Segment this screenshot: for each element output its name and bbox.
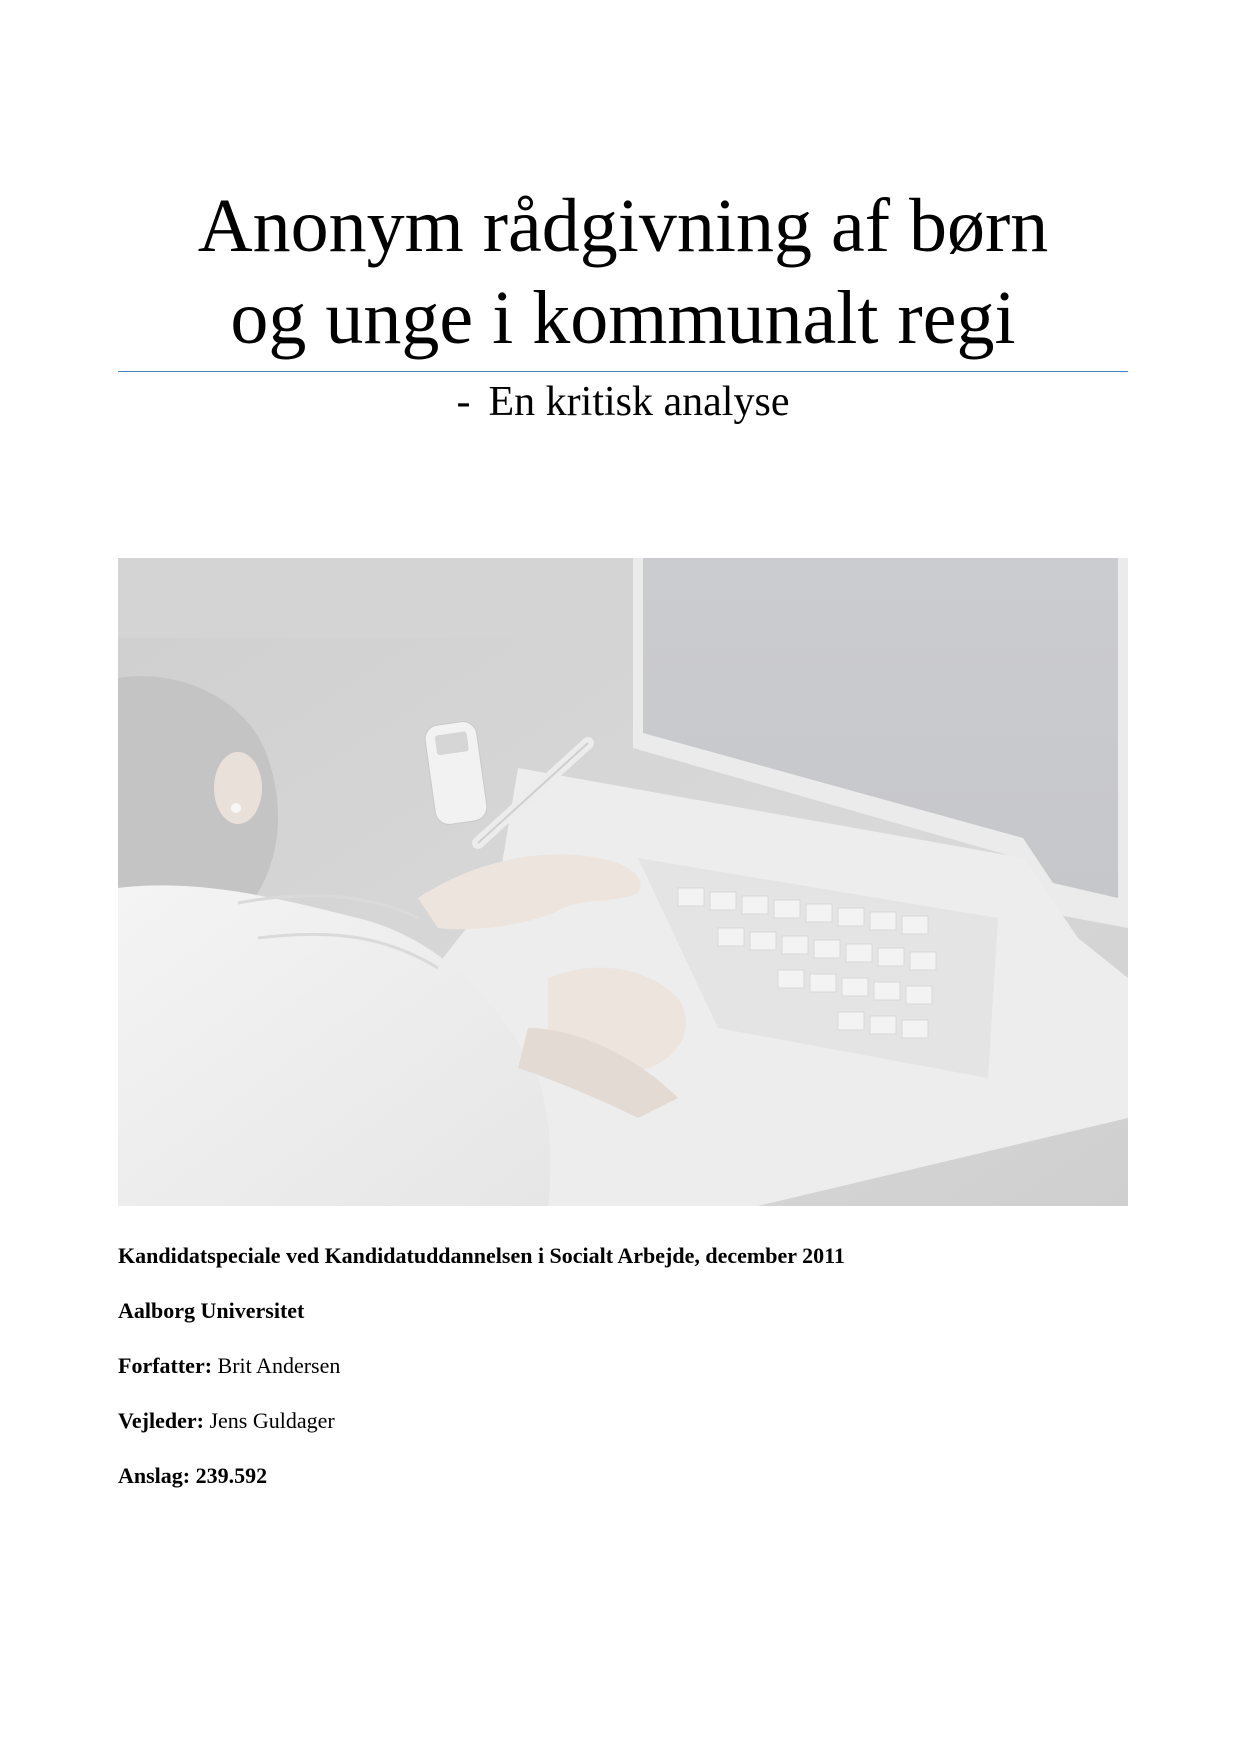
- title-divider: [118, 371, 1128, 372]
- thesis-metadata: [118, 1242, 1128, 1517]
- subtitle-text: En kritisk analyse: [488, 379, 790, 425]
- cover-photo: [118, 558, 1128, 1206]
- university-name: Aalborg Universitet: [118, 1298, 305, 1323]
- author-label: Forfatter:: [118, 1353, 213, 1378]
- supervisor-line: [118, 1407, 1128, 1435]
- document-title: [118, 180, 1128, 364]
- author-name: Brit Andersen: [217, 1353, 341, 1378]
- count-label: Anslag:: [118, 1463, 191, 1488]
- author-line: [118, 1352, 1128, 1380]
- thesis-description: Kandidatspeciale ved Kandidatuddannelsen i Socialt Arbejde, december 2011: [118, 1243, 845, 1268]
- document-subtitle: [118, 378, 1128, 426]
- supervisor-name: Jens Guldager: [209, 1408, 335, 1433]
- cover-photo-illustration: [118, 558, 1128, 1206]
- title-line-1: Anonym rådgivning af børn: [197, 184, 1049, 268]
- count-value: 239.592: [195, 1463, 268, 1488]
- subtitle-dash: -: [456, 379, 471, 425]
- character-count-line: [118, 1462, 1128, 1490]
- supervisor-label: Vejleder:: [118, 1408, 204, 1433]
- title-line-2: og unge i kommunalt regi: [230, 276, 1016, 360]
